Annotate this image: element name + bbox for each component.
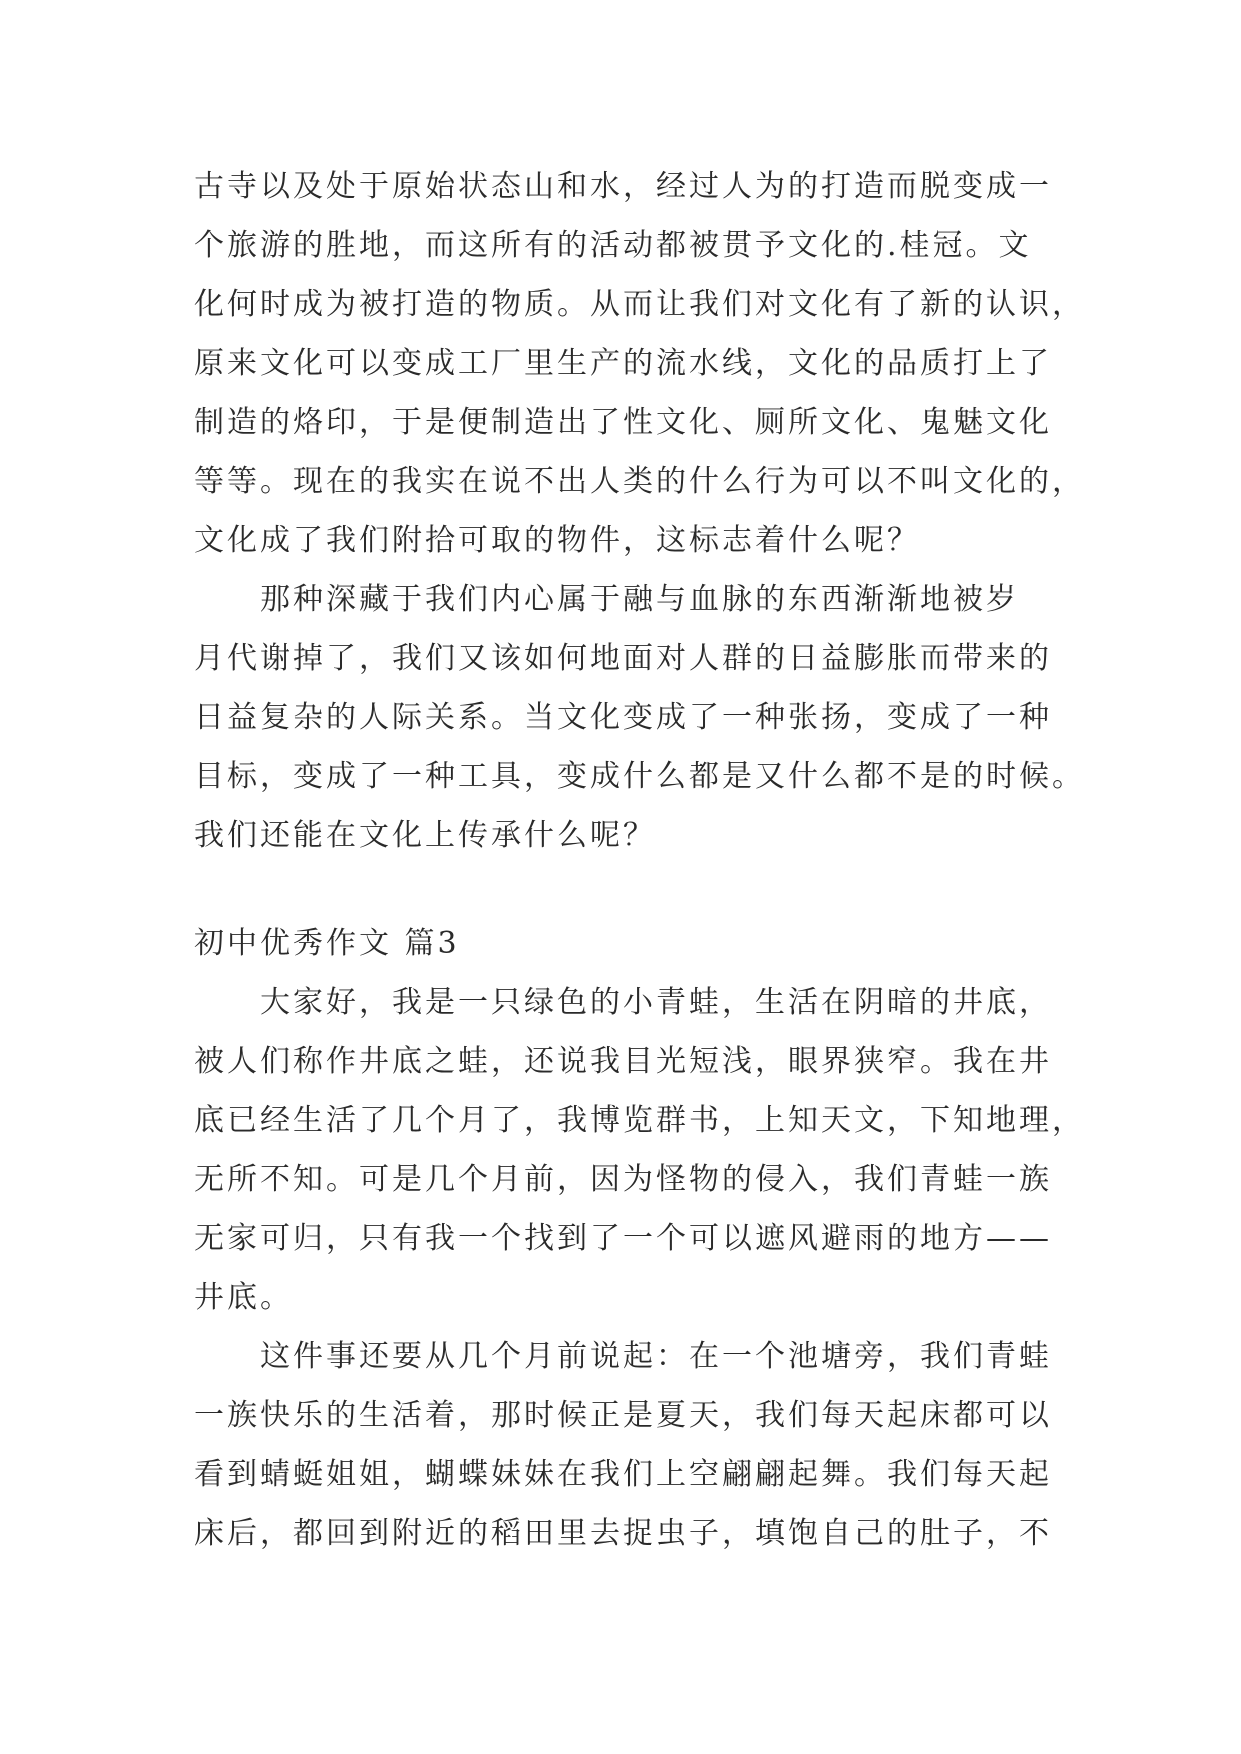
text-line: 原来文化可以变成工厂里生产的流水线，文化的品质打上了 [194,346,1052,381]
section-heading: 初中优秀作文 篇3 [194,926,460,961]
text-line: 制造的烙印，于是便制造出了性文化、厕所文化、鬼魅文化 [194,405,1052,440]
body-text-top [194,157,1085,865]
text-line: 个旅游的胜地，而这所有的活动都被贯予文化的.桂冠。文 [194,228,1032,263]
text-line: 这件事还要从几个月前说起：在一个池塘旁，我们青蛙 [260,1339,1052,1374]
text-line: 那种深藏于我们内心属于融与血脉的东西渐渐地被岁 [260,582,1019,617]
text-line: 看到蜻蜓姐姐，蝴蝶妹妹在我们上空翩翩起舞。我们每天起 [194,1457,1052,1492]
text-line: 被人们称作井底之蛙，还说我目光短浅，眼界狭窄。我在井 [194,1044,1052,1079]
text-line: 化何时成为被打造的物质。从而让我们对文化有了新的认识， [194,287,1085,322]
text-line: 文化成了我们附拾可取的物件，这标志着什么呢？ [194,523,920,558]
body-text-bottom [194,973,1085,1563]
text-line: 古寺以及处于原始状态山和水，经过人为的打造而脱变成一 [194,169,1052,204]
text-line: 井底。 [194,1280,293,1315]
text-line: 无所不知。可是几个月前，因为怪物的侵入，我们青蛙一族 [194,1162,1052,1197]
text-line: 月代谢掉了，我们又该如何地面对人群的日益膨胀而带来的 [194,641,1052,676]
text-line: 等等。现在的我实在说不出人类的什么行为可以不叫文化的， [194,464,1085,499]
text-line: 一族快乐的生活着，那时候正是夏天，我们每天起床都可以 [194,1398,1052,1433]
text-line: 底已经生活了几个月了，我博览群书，上知天文，下知地理， [194,1103,1085,1138]
text-line: 我们还能在文化上传承什么呢？ [194,818,656,853]
text-line: 大家好，我是一只绿色的小青蛙，生活在阴暗的井底， [260,985,1052,1020]
text-line: 无家可归，只有我一个找到了一个可以遮风避雨的地方—— [194,1221,1052,1256]
text-line: 日益复杂的人际关系。当文化变成了一种张扬，变成了一种 [194,700,1052,735]
text-line: 目标，变成了一种工具，变成什么都是又什么都不是的时候。 [194,759,1085,794]
text-line: 床后，都回到附近的稻田里去捉虫子，填饱自己的肚子，不 [194,1516,1052,1551]
